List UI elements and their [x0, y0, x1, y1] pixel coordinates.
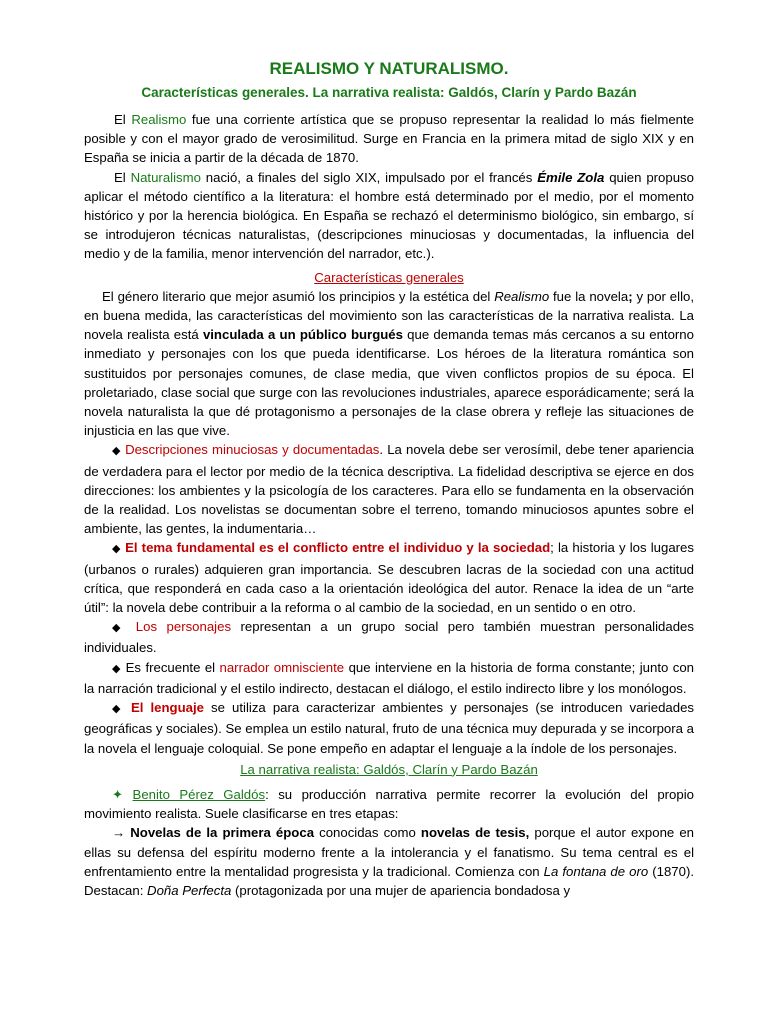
term-realismo: Realismo	[131, 112, 187, 127]
paragraph-genero-novela: El género literario que mejor asumió los principios y la estética del Realismo fue la novela; y por ello, en buena medida, las características del movimiento son las características de la narrativa realista. La novela realista está vinculada a un público burgués que demanda temas más cercanos a su entorno inmediato y personajes con los que pueda identificarse. Los héroes de la literatura romántica son sustituidos por personajes comunes, de clase media, que viven conflictos propios de su época. El proletariado, clase social que surge con las revoluciones industriales, aparece esporádicamente; será la novela naturalista la que dé protagonismo a personajes de la clase obrera y refleje las situaciones de injusticia en las que vive.	[84, 288, 694, 439]
bullet-key: narrador omnisciente	[219, 659, 345, 675]
arrow-icon: →	[112, 825, 126, 841]
name-galdos: Benito Pérez Galdós	[132, 786, 266, 802]
bullet-personajes: ◆ Los personajes representan a un grupo social pero también muestran personalidades individuales.	[84, 619, 694, 656]
diamond-bullet-icon: ◆	[112, 662, 122, 675]
diamond-bullet-icon: ◆	[112, 543, 121, 556]
star-bullet-icon: ✦	[112, 786, 124, 802]
title-perfecta: Doña Perfecta	[147, 882, 232, 898]
name-zola: Émile Zola	[537, 169, 605, 185]
bullet-key: El tema fundamental es el conflicto entre el individuo y la sociedad	[125, 540, 551, 556]
term-publico-burgues: vinculada a un público burgués	[202, 327, 403, 343]
diamond-bullet-icon: ◆	[112, 622, 127, 635]
bullet-key: Descripciones minuciosas y documentadas	[125, 442, 380, 458]
paragraph-galdos: ✦ Benito Pérez Galdós: su producción narrativa permite recorrer la evolución del propio movimiento realista. Suele clasificarse en tres etapas:	[84, 786, 694, 822]
heading-narrativa: La narrativa realista: Galdós, Clarín y Pardo Bazán	[240, 761, 538, 777]
bullet-key: El lenguaje	[130, 700, 204, 716]
document-subtitle: Características generales. La narrativa realista: Galdós, Clarín y Pardo Bazán	[141, 85, 637, 100]
bullet-key: Los personajes	[135, 619, 232, 635]
term-realismo-italic: Realismo	[494, 288, 550, 304]
bullet-narrador: ◆ Es frecuente el narrador omnisciente que interviene en la historia de forma constante; junto con la narración tradicional y el estilo indirecto, destacan el diálogo, el estilo indirecto libre y los monólogos.	[84, 659, 694, 696]
paragraph-naturalismo: El Naturalismo nació, a finales del siglo XIX, impulsado por el francés Émile Zola quien propuso aplicar el método científico a la literatura: el hombre está determinado por el medio, por el momento histórico y por la herencia biológica. En España se rechazó el determinismo biológico, sin embargo, sí se introdujeron técnicas naturalistas, (descripciones minuciosas y documentadas, la influencia del medio y de la familia, menor intervención del narrador, etc.).	[84, 169, 694, 262]
paragraph-primera-epoca: → Novelas de la primera época conocidas como novelas de tesis, porque el autor expone en ellas su defensa del espíritu moderno frente a la intolerancia y el fanatismo. Su tema central es el enfrentamiento entre la mentalidad progresista y la tradicional. Comienza con La fontana de oro (1870). Destacan: Doña Perfecta (protagonizada por una mujer de apariencia bondadosa y	[84, 825, 695, 898]
bullet-descripciones: ◆ Descripciones minuciosas y documentadas. La novela debe ser verosímil, debe tener apariencia de verdadera para el lector por medio de la técnica descriptiva. La fidelidad descriptiva se ejerce en dos direcciones: los ambientes y la psicología de los caracteres. Para ello se fundamenta en la observación de la realidad. Los novelistas se documentan sobre el terreno, tomando minuciosos apuntes sobre el ambiente, las gentes, la indumentaria…	[84, 442, 694, 537]
paragraph-realismo: El Realismo fue una corriente artística que se propuso representar la realidad lo más fielmente posible y con el mayor grado de verosimilitud. Surge en Francia en la primera mitad de siglo XIX y en España se inicia a partir de la década de 1870.	[84, 112, 695, 166]
diamond-bullet-icon: ◆	[112, 703, 124, 716]
term-naturalismo: Naturalismo	[130, 169, 201, 185]
bullet-tema: ◆ El tema fundamental es el conflicto entre el individuo y la sociedad; la historia y los lugares (urbanos o rurales) adquieren gran importancia. Se descubren lacras de la sociedad con una actitud crítica, que responderá en cada caso a la orientación ideológica del autor. Renace la idea de un “arte útil”: la novela debe contribuir a la reforma o al cambio de la sociedad, en un sentido o en otro.	[84, 540, 694, 616]
document-page	[84, 58, 694, 900]
diamond-bullet-icon: ◆	[112, 445, 121, 458]
bullet-lenguaje: ◆ El lenguaje se utiliza para caracterizar ambientes y personajes (se introducen variedades geográficas y sociales). Se emplea un estilo natural, fruto de una técnica muy depurada y se incorpora a la novela el lenguaje coloquial. Se pone empeño en adaptar el lenguaje a la índole de los personajes.	[84, 700, 694, 756]
document-title: REALISMO Y NATURALISMO.	[269, 59, 509, 78]
heading-caracteristicas: Características generales	[314, 269, 464, 285]
title-fontana: La fontana de oro	[543, 863, 649, 879]
